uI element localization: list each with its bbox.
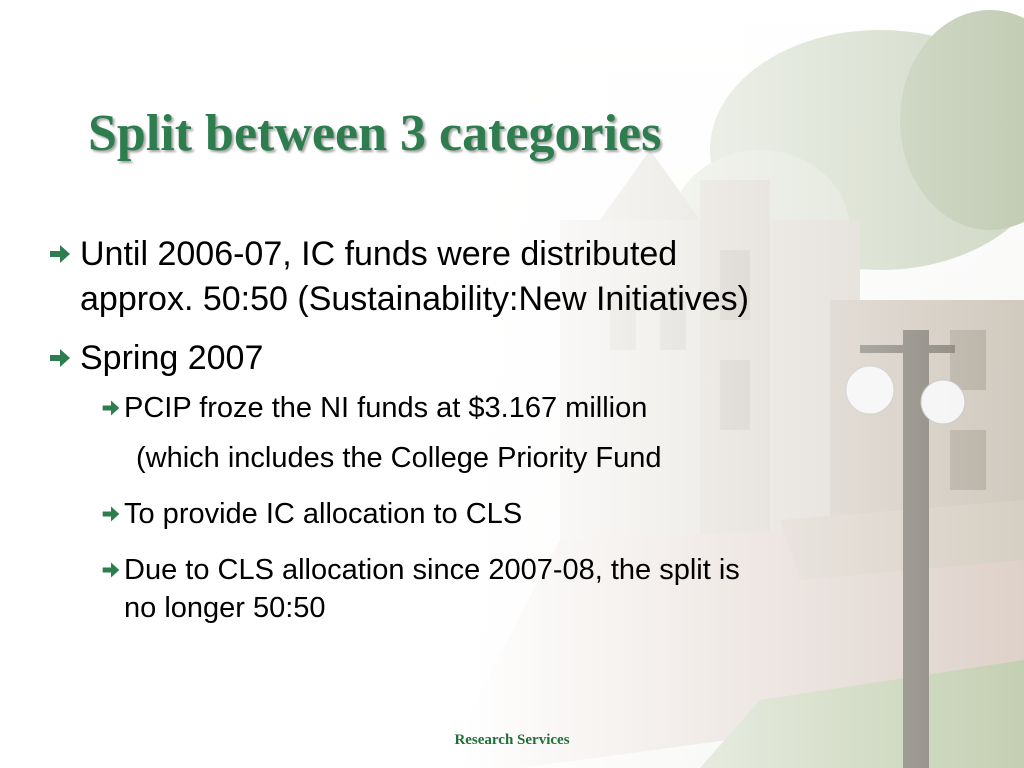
right-arrow-icon (48, 346, 72, 370)
slide-title: Split between 3 categories (88, 105, 662, 162)
right-arrow-icon (101, 560, 121, 580)
sub-bullet-item (44, 389, 984, 427)
sub-bullet-continuation: (which includes the College Priority Fund (136, 442, 662, 474)
bullet-text: Spring 2007 (80, 339, 264, 377)
bullet-text-line2: approx. 50:50 (Sustainability:New Initiatives) (80, 280, 749, 318)
bullet-list (44, 232, 984, 645)
bullet-item (44, 232, 984, 322)
bullet-item (44, 336, 984, 381)
sub-bullet-text-line1: Due to CLS allocation since 2007-08, the split is (124, 554, 740, 586)
sub-bullet-text: To provide IC allocation to CLS (124, 498, 523, 530)
right-arrow-icon (101, 504, 121, 524)
right-arrow-icon (48, 242, 72, 266)
footer-text: Research Services (454, 732, 570, 748)
sub-bullet-text: PCIP froze the NI funds at $3.167 million (124, 392, 648, 424)
bullet-text-line1: Until 2006-07, IC funds were distributed (80, 235, 678, 273)
sub-bullet-item (44, 551, 984, 627)
sub-bullet-item (44, 495, 984, 533)
footer (0, 732, 1024, 749)
sub-bullet-text-line2: no longer 50:50 (124, 592, 326, 624)
right-arrow-icon (101, 398, 121, 418)
